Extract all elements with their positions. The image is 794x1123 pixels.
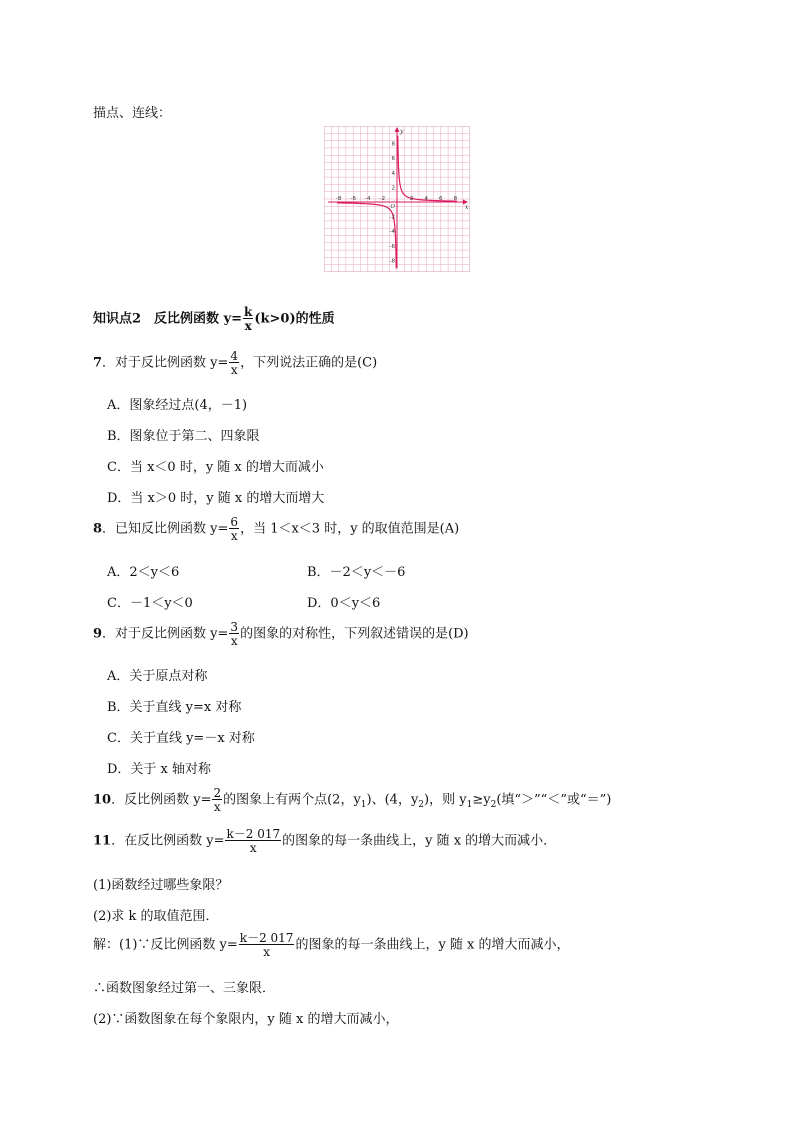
section-prefix: 知识点2 反比例函数 y=: [93, 311, 243, 327]
x-tick-label: 6: [439, 196, 443, 202]
origin-label: O: [390, 204, 395, 210]
q8-option-d: D．0＜y＜6: [307, 596, 381, 611]
q9-option-b: B．关于直线 y=x 对称: [107, 700, 242, 715]
fraction: [225, 828, 281, 854]
x-tick-label: -8: [335, 196, 342, 202]
stem-b: 的图象的对称性，下列叙述错误的是(D): [240, 626, 469, 642]
stem-b: 的图象的每一条曲线上，y 随 x 的增大而减小．: [282, 833, 557, 849]
question-7: [93, 350, 377, 376]
stem-f: (填“＞”“＜”或“＝”): [496, 792, 612, 808]
fraction: [212, 787, 222, 813]
y-tick-label: 4: [391, 170, 395, 177]
question-number: 11: [93, 833, 112, 849]
q9-option-c: C．关于直线 y=－x 对称: [107, 731, 255, 746]
y-tick-label: 6: [391, 156, 395, 163]
y-tick-label: -2: [389, 214, 395, 221]
stem-b: ，当 1＜x＜3 时，y 的取值范围是(A): [240, 521, 460, 537]
fraction-num: 6: [230, 515, 239, 529]
section-heading: [93, 306, 335, 332]
stem-a: ．对于反比例函数 y=: [102, 355, 229, 371]
stem-b: 的图象上有两个点(2，y: [223, 792, 361, 808]
fraction-den: x: [230, 634, 238, 648]
q7-option-d: D．当 x＞0 时，y 随 x 的增大而增大: [107, 491, 325, 506]
q8-option-c: C．－1＜y＜0: [107, 596, 193, 611]
x-tick-label: 4: [424, 196, 428, 202]
stem-b: ，下列说法正确的是(C): [240, 355, 378, 371]
fraction-den: x: [230, 529, 238, 543]
x-tick-label: 8: [453, 196, 458, 202]
subscript: 1: [466, 800, 473, 811]
stem-a: ．对于反比例函数 y=: [102, 626, 229, 642]
stem-a: ．在反比例函数 y=: [111, 833, 225, 849]
stem-a: ．反比例函数 y=: [111, 792, 212, 808]
x-tick-label: -6: [350, 196, 356, 202]
fraction-num: 4: [230, 349, 239, 363]
y-tick-label: 2: [391, 185, 395, 192]
q9-option-a: A．关于原点对称: [107, 669, 208, 684]
answer: ≥y: [472, 792, 491, 808]
fraction: [229, 350, 239, 376]
question-8: [93, 516, 459, 542]
fraction-den: x: [244, 319, 252, 333]
hyperbola-graph: [324, 126, 470, 272]
q7-option-c: C．当 x＜0 时，y 随 x 的增大而减小: [107, 460, 324, 475]
y-tick-label: 8: [391, 141, 395, 148]
fraction: [229, 516, 239, 542]
subscript: 2: [490, 800, 497, 811]
fraction-num: k－2 017: [226, 827, 281, 841]
q11-sub-question-2: (2)求 k 的取值范围．: [93, 909, 219, 924]
stem-c: )、(4，y: [366, 792, 419, 808]
fraction-den: x: [249, 841, 257, 855]
fraction-num: 3: [230, 620, 239, 634]
q8-option-b: B．－2＜y＜－6: [307, 565, 406, 580]
fraction: [243, 306, 253, 332]
q8-option-a: A．2＜y＜6: [107, 565, 180, 580]
question-9: [93, 621, 469, 647]
x-tick-label: 2: [409, 196, 414, 202]
y-tick-label: -8: [389, 258, 395, 265]
q11-solution-line-1: [93, 932, 570, 958]
fraction-den: x: [230, 363, 238, 377]
question-number: 9: [93, 626, 103, 642]
y-tick-label: -6: [389, 243, 395, 250]
fraction: [229, 621, 239, 647]
x-tick-label: -2: [379, 196, 386, 202]
fraction-den: x: [263, 945, 270, 959]
fraction-num: k－2 017: [239, 931, 294, 945]
solution-b: 的图象的每一条曲线上，y 随 x 的增大而减小，: [295, 937, 570, 953]
fraction: [239, 932, 295, 958]
fraction-den: x: [213, 800, 221, 814]
question-number: 7: [93, 355, 103, 371]
q7-option-a: A．图象经过点(4，－1): [107, 398, 248, 413]
q11-solution-line-2: ∴函数图象经过第一、三象限．: [93, 981, 276, 996]
y-axis-label: y: [400, 128, 404, 135]
y-tick-label: -4: [389, 229, 395, 236]
question-11: [93, 828, 556, 854]
question-number: 8: [93, 521, 103, 537]
q9-option-d: D．关于 x 轴对称: [107, 762, 212, 777]
stem-d: )，则 y: [424, 792, 467, 808]
x-tick-label: -4: [365, 196, 371, 202]
q11-sub-question-1: (1)函数经过哪些象限？: [93, 878, 229, 893]
subscript: 2: [418, 800, 425, 811]
fraction-num: k: [244, 305, 253, 319]
intro-text: 描点、连线：: [93, 106, 172, 121]
q7-option-b: B．图象位于第二、四象限: [107, 429, 260, 444]
q11-solution-line-3: (2)∵函数图象在每个象限内，y 随 x 的增大而减小，: [93, 1012, 399, 1027]
stem-a: ．已知反比例函数 y=: [102, 521, 229, 537]
x-axis-label: x: [465, 204, 469, 211]
subscript: 1: [360, 800, 367, 811]
question-10: [93, 787, 611, 813]
fraction-num: 2: [213, 786, 222, 800]
solution-a: 解：(1)∵反比例函数 y=: [93, 937, 238, 953]
section-suffix: (k>0)的性质: [254, 311, 335, 327]
question-number: 10: [93, 792, 112, 808]
